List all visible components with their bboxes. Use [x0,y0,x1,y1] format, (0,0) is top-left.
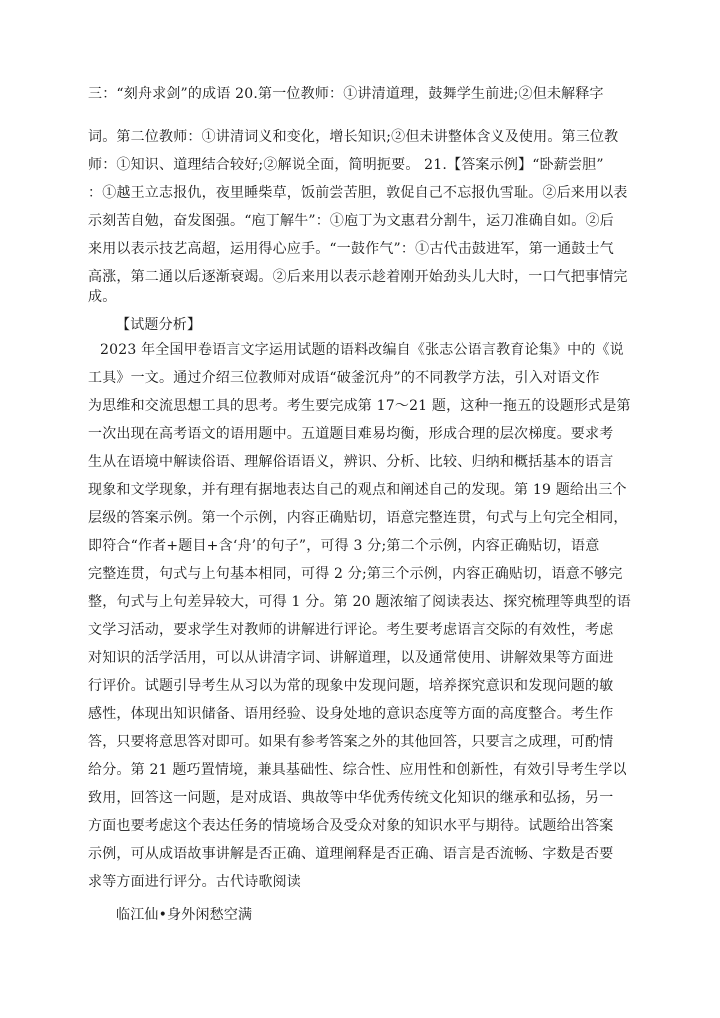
analysis-line-7: 层级的答案示例。第一个示例，内容正确贴切，语意完整连贯，句式与上句完全相同， [88,510,628,526]
analysis-line-6: 现象和文学现象，并有理有据地表达自己的观点和阐述自己的发现。第 19 题给出三个 [88,482,627,498]
answer-line-5: 示刻苦自勉，奋发图强。“庖丁解牛”：①庖丁为文惠君分割牛，运刀准确自如。②后 [88,213,614,229]
answer-line-3: 师：①知识、道理结合较好;②解说全面，简明扼要。 21.【答案示例】“卧薪尝胆” [88,157,604,173]
answer-line-2: 词。第二位教师：①讲清词义和变化，增长知识;②但未讲整体含义及使用。第三位教 [88,129,619,145]
analysis-line-18: 方面也要考虑这个表达任务的情境场合及受众对象的知识水平与期待。试题给出答案 [88,818,614,834]
analysis-line-16: 给分。第 21 题巧置情境，兼具基础性、综合性、应用性和创新性，有效引导考生学以 [88,762,627,778]
analysis-line-2: 工具》一文。通过介绍三位教师对成语“破釜沉舟”的不同教学方法，引入对语文作 [88,370,600,386]
answer-line-7: 高涨，第二通以后逐渐衰竭。②后来用以表示趁着刚开始劲头儿大时，一口气把事情完 [88,269,628,285]
analysis-line-14: 感性，体现出知识储备、语用经验、设身处地的意识态度等方面的高度整合。考生作 [88,706,614,722]
analysis-line-8: 即符合“作者+题目+含‘舟’的句子”，可得 3 分;第二个示例，内容正确贴切，语意 [88,538,600,554]
analysis-line-15: 答，只要将意思答对即可。如果有参考答案之外的其他回答，只要言之成理，可酌情 [88,734,614,750]
analysis-line-9: 完整连贯，句式与上句基本相同，可得 2 分;第三个示例，内容正确贴切，语意不够完 [88,566,623,582]
analysis-line-12: 对知识的活学活用，可以从讲清字词、讲解道理，以及通常使用、讲解效果等方面进 [88,650,614,666]
analysis-line-20: 求等方面进行评分。古代诗歌阅读 [88,874,301,890]
analysis-line-4: 一次出现在高考语文的语用题中。五道题目难易均衡，形成合理的层次梯度。要求考 [88,426,614,442]
analysis-line-11: 文学习活动，要求学生对教师的讲解进行评论。考生要考虑语言交际的有效性，考虑 [88,622,614,638]
analysis-line-19: 示例，可从成语故事讲解是否正确、道理阐释是否正确、语言是否流畅、字数是否要 [88,846,614,862]
analysis-line-3: 为思维和交流思想工具的思考。考生要完成第 17～21 题，这种一拖五的设题形式是第 [88,398,631,414]
answer-line-6: 来用以表示技艺高超，运用得心应手。“一鼓作气”：①古代击鼓进军，第一通鼓士气 [88,241,614,257]
analysis-line-17: 致用，回答这一问题，是对成语、典故等中华优秀传统文化知识的继承和弘扬，另一 [88,790,614,806]
answer-line-1: 三：“刻舟求剑”的成语 20.第一位教师：①讲清道理，鼓舞学生前进;②但未解释字 [88,86,604,102]
answer-line-4: ：①越王立志报仇，夜里睡柴草，饭前尝苦胆，敦促自己不忘报仇雪耻。②后来用以表 [88,185,628,201]
analysis-line-1: 2023 年全国甲卷语言文字运用试题的语料改编自《张志公语言教育论集》中的《说 [100,342,624,358]
analysis-heading: 【试题分析】 [116,317,202,333]
analysis-line-5: 生从在语境中解读俗语、理解俗语语义，辨识、分析、比较、归纳和概括基本的语言 [88,454,614,470]
poem-title: 临江仙•身外闲愁空满 [116,907,253,923]
analysis-line-13: 行评价。试题引导考生从习以为常的现象中发现问题，培养探究意识和发现问题的敏 [88,678,614,694]
answer-line-8: 成。 [88,289,117,305]
analysis-line-10: 整，句式与上句差异较大，可得 1 分。第 20 题浓缩了阅读表达、探究梳理等典型的语 [88,594,631,610]
